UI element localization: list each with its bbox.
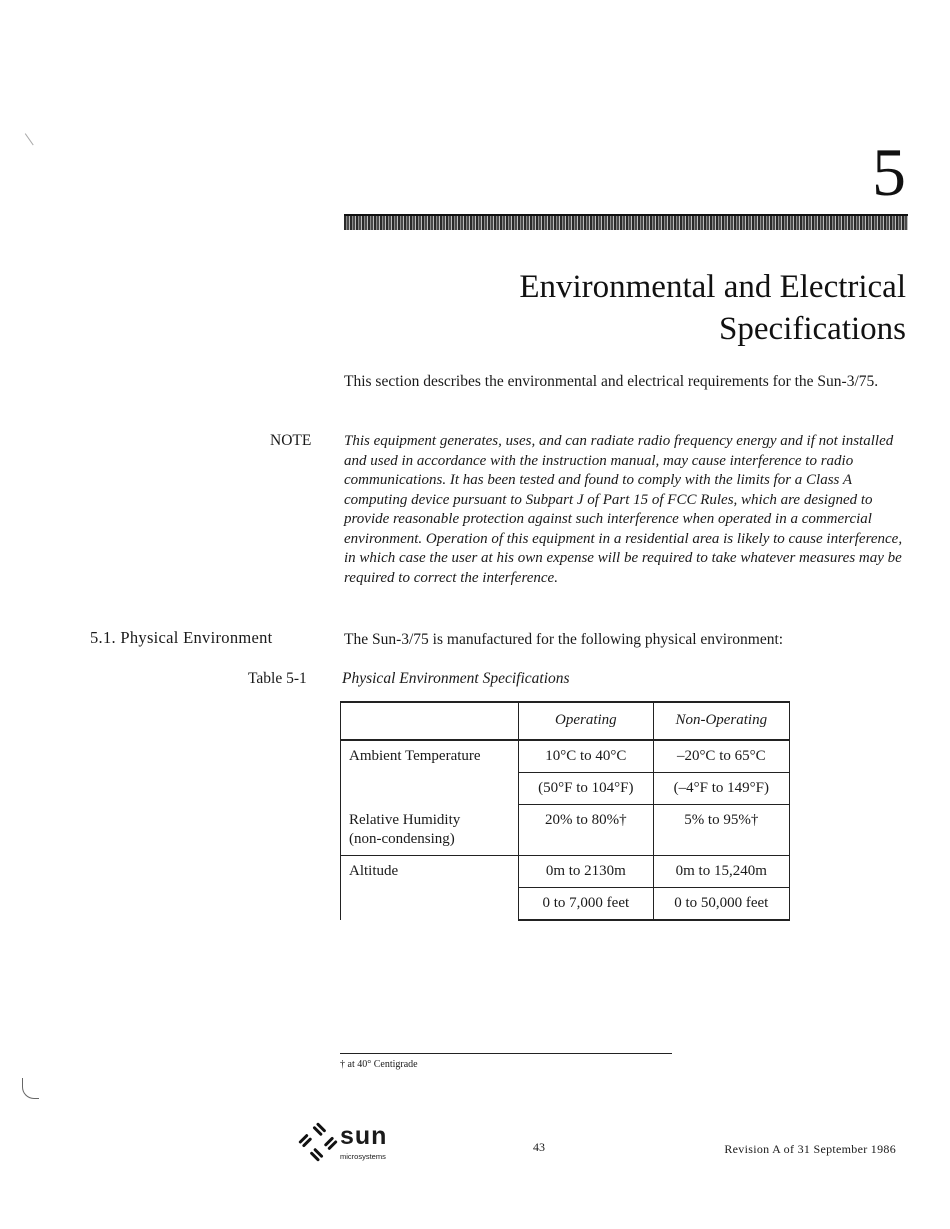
table-cell: (50°F to 104°F) [519, 773, 653, 805]
intro-paragraph: This section describes the environmental and electrical requirements for the Sun-3/75. [344, 373, 879, 390]
table-cell: 0 to 50,000 feet [653, 887, 789, 920]
sun-logo-mark-icon [298, 1122, 338, 1162]
row-label-line: (non-condensing) [349, 830, 455, 847]
table-label: Table 5-1 [248, 670, 307, 687]
table-caption: Physical Environment Specifications [342, 670, 570, 687]
chapter-number: 5 [872, 134, 906, 210]
note-text: This equipment generates, uses, and can radiate radio frequency energy and if not installed and used in accordance with the instruction manual, may cause interference to radio communications. It has been tested and found to comply with the limits for a Class A computing device pursuant to Subpart J of Part 15 of FCC Rules, which are designed to provide reasonable protection against such interference when operated in a commercial environment. Operation of this equipment in a residential area is likely to cause interference, in which case the user at his own expense will be required to take whatever measures may be required to correct the interference. [344, 433, 903, 586]
table-row [341, 855, 790, 887]
sun-logo [298, 1122, 408, 1166]
table-cell: 5% to 95%† [653, 805, 789, 856]
table-cell: –20°C to 65°C [653, 740, 789, 773]
section-paragraph: The Sun-3/75 is manufactured for the following physical environment: [344, 631, 784, 648]
row-label-line: Relative Humidity [349, 811, 461, 828]
chapter-title-line2: Specifications [719, 311, 906, 347]
table-cell: 10°C to 40°C [519, 740, 653, 773]
table-header-cell: Non-Operating [653, 702, 789, 740]
row-label-ambient-temperature: Ambient Temperature [341, 740, 519, 805]
logo-subtitle: microsystems [340, 1152, 386, 1161]
table-header-cell: Operating [519, 702, 653, 740]
note-label: NOTE [270, 432, 312, 449]
footnote: † at 40° Centigrade [340, 1059, 418, 1070]
chapter-rule [344, 214, 908, 230]
table-cell: (–4°F to 149°F) [653, 773, 789, 805]
page-number: 43 [533, 1140, 545, 1154]
chapter-title [346, 266, 906, 350]
revision-note: Revision A of 31 September 1986 [724, 1142, 896, 1156]
logo-wordmark: sun [340, 1122, 388, 1150]
scan-artifact [22, 1078, 39, 1099]
section-heading: 5.1. Physical Environment [90, 628, 273, 647]
table-header-row [341, 702, 790, 740]
footnote-rule [340, 1053, 672, 1054]
table-cell: 0m to 2130m [519, 855, 653, 887]
spec-table [340, 701, 790, 921]
table-row [341, 805, 790, 856]
table-cell: 0 to 7,000 feet [519, 887, 653, 920]
row-label-relative-humidity [341, 805, 519, 856]
scan-artifact [25, 129, 40, 146]
row-label-altitude: Altitude [341, 855, 519, 920]
table-cell: 20% to 80%† [519, 805, 653, 856]
table-row [341, 740, 790, 773]
table-cell: 0m to 15,240m [653, 855, 789, 887]
chapter-title-line1: Environmental and Electrical [519, 269, 906, 305]
table-header-cell [341, 702, 519, 740]
